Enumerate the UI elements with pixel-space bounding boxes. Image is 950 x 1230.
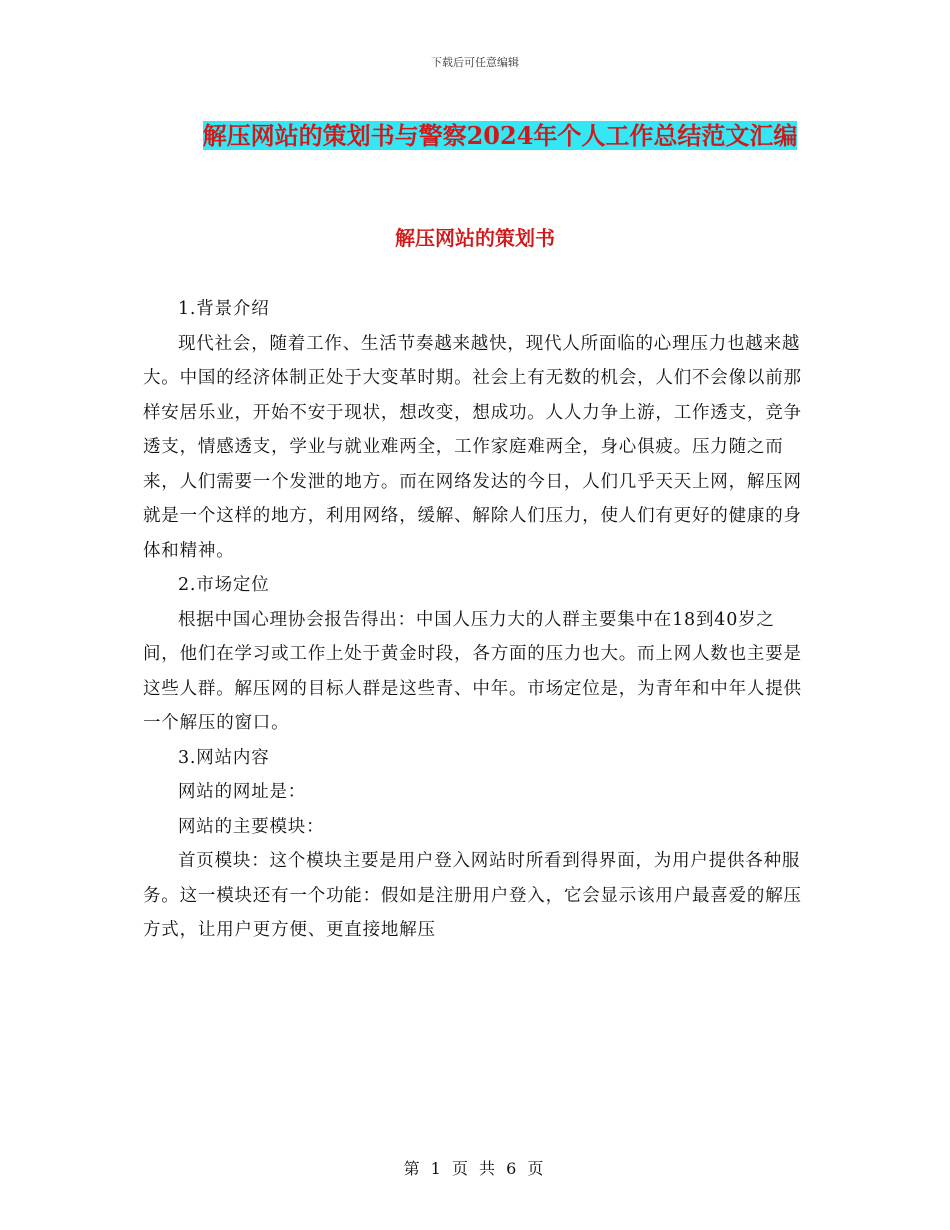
paragraph-website-url: 网站的网址是：: [178, 782, 307, 802]
section-title: 解压网站的策划书: [395, 226, 555, 250]
paragraph-market-positioning: 根据中国心理协会报告得出：中国人压力大的人群主要集中在18到40岁之间，他们在学习或工作上处于黄金时段，各方面的压力也大。而上网人数也主要是这些人群。解压网的目标人群是这些青、中年。市场定位是，为青年和中年人提供一个解压的窗口。: [143, 609, 802, 733]
heading-website-content: 3.网站内容: [178, 747, 270, 768]
page-number: 第 1 页 共 6 页: [403, 1159, 547, 1178]
page-header-note: 下载后可任意编辑: [431, 56, 519, 69]
document-body: [143, 292, 808, 948]
heading-background: 1.背景介绍: [178, 299, 270, 319]
document-title-text: 解压网站的策划书与警察2024年个人工作总结范文汇编: [202, 121, 798, 150]
paragraph-main-modules: 网站的主要模块：: [178, 816, 325, 837]
document-title: [150, 114, 850, 158]
paragraph-background: 现代社会，随着工作、生活节奏越来越快，现代人所面临的心理压力也越来越大。中国的经济体制正处于大变革时期。社会上有无数的机会，人们不会像以前那样安居乐业，开始不安于现状，想改变，想成功。人人力争上游，工作透支，竞争透支，情感透支，学业与就业难两全，工作家庭难两全，身心俱疲。压力随之而来，人们需要一个发泄的地方。而在网络发达的今日，人们几乎天天上网，解压网就是一个这样的地方，利用网络，缓解、解除人们压力，使人们有更好的健康的身体和精神。: [143, 333, 802, 561]
heading-market-positioning: 2.市场定位: [178, 575, 270, 595]
paragraph-homepage-module: 首页模块：这个模块主要是用户登入网站时所看到得界面，为用户提供各种服务。这一模块还有一个功能：假如是注册用户登入，它会显示该用户最喜爱的解压方式，让用户更方便、更直接地解压: [143, 851, 802, 940]
